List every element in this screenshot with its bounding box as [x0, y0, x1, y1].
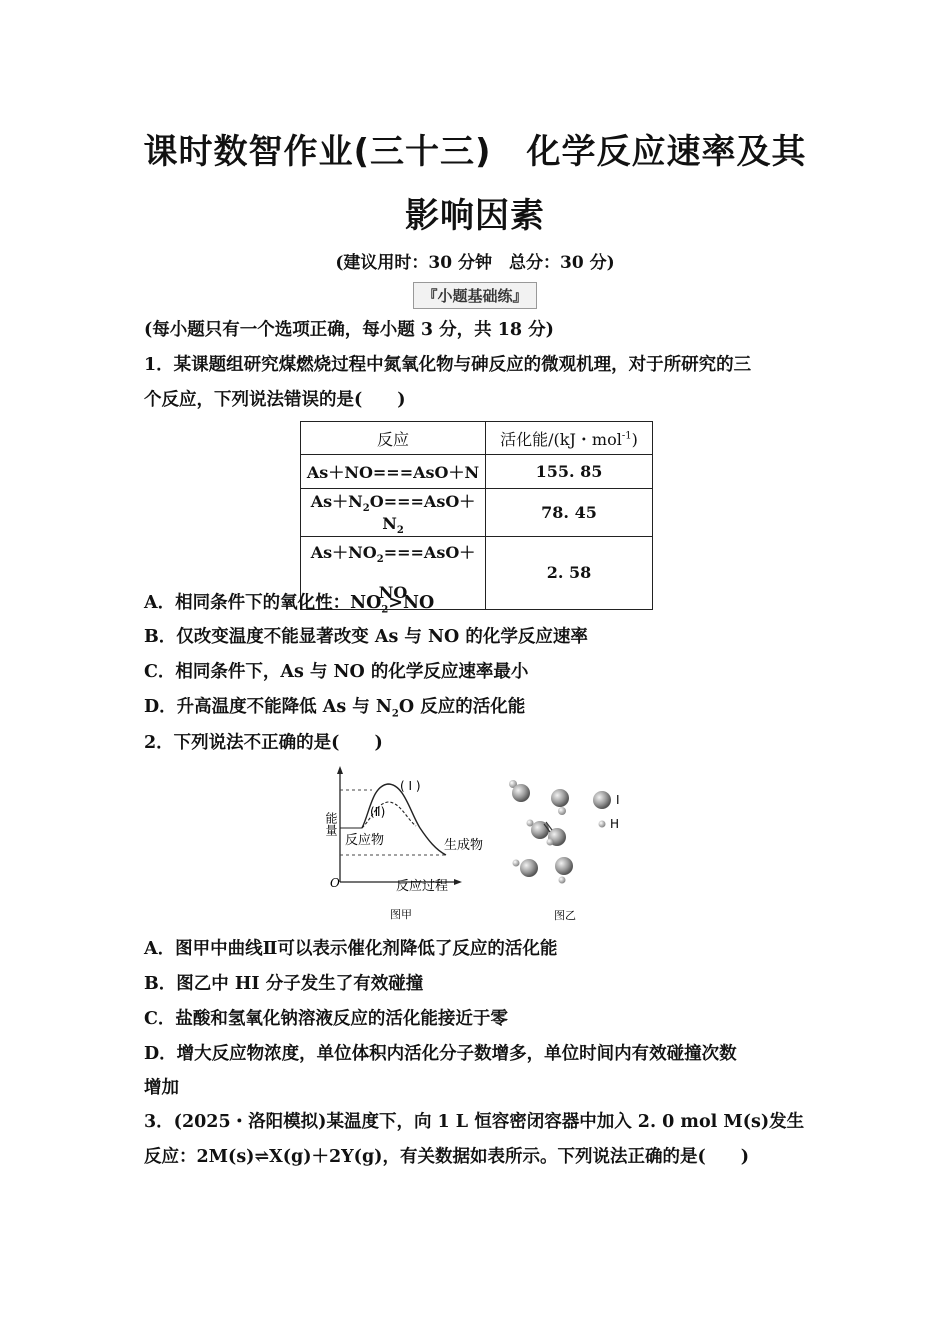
q2-option-b: B．图乙中 HI 分子发生了有效碰撞 [144, 974, 424, 994]
q1-stem-line1: 1．某课题组研究煤燃烧过程中氮氧化物与砷反应的微观机理，对于所研究的三 [144, 355, 752, 375]
reactant-label: 反应物 [345, 833, 385, 848]
q2-option-c: C．盐酸和氢氧化钠溶液反应的活化能接近于零 [144, 1009, 508, 1029]
hydrogen-atom [559, 877, 566, 884]
reaction-table [300, 421, 653, 610]
section-tag: 『小题基础练』 [413, 282, 536, 309]
q1-option-b: B．仅改变温度不能显著改变 As 与 NO 的化学反应速率 [144, 627, 588, 647]
curve-ii-label: (Ⅱ) [370, 805, 386, 819]
table-header-energy: 活化能/(kJ・mol$^{-1}$) [486, 422, 653, 455]
table-cell-reaction: $As+N_2O===AsO+N_2$ [301, 489, 486, 537]
instructions: (每小题只有一个选项正确，每小题 3 分，共 18 分) [144, 320, 554, 340]
iodine-atom [593, 791, 611, 809]
q2-option-d-line2: 增加 [144, 1078, 179, 1098]
table-cell-reaction: $As+NO_2===AsO+$ NO [301, 537, 486, 609]
energy-diagram [324, 766, 483, 921]
q2-figure [300, 762, 660, 927]
hydrogen-atom [547, 839, 554, 846]
table-cell-reaction: As＋NO===AsO＋N [301, 455, 486, 489]
y-axis-label: 能量 [324, 812, 338, 836]
table-cell-energy: 155. 85 [486, 455, 653, 489]
figure-caption-a: 图甲 [390, 908, 412, 921]
q3-stem-line1: 3．(2025・洛阳模拟)某温度下，向 1 L 恒容密闭容器中加入 2. 0 mol M(s)发生 [144, 1112, 805, 1132]
curve-i-label: ( I ) [400, 779, 421, 793]
table-header-reaction: 反应 [301, 422, 486, 455]
legend-hydrogen: H [610, 817, 620, 831]
q1-option-c: C．相同条件下，As 与 NO 的化学反应速率最小 [144, 662, 529, 682]
q1-option-a: A．相同条件下的氧化性：$NO_2>NO$ [144, 593, 435, 616]
time-score-note: (建议用时：30 分钟 总分：30 分) [335, 253, 615, 273]
q3-stem-line2: 反应：2M(s)⇌X(g)＋2Y(g)，有关数据如表所示。下列说法正确的是( ) [144, 1147, 750, 1167]
legend-iodine: I [616, 793, 620, 807]
hydrogen-atom [599, 821, 606, 828]
figure-caption-b: 图乙 [554, 909, 576, 922]
q1-stem-line2: 个反应，下列说法错误的是( ) [144, 390, 406, 410]
origin-label: O [330, 876, 340, 890]
table-cell-energy: 78. 45 [486, 489, 653, 537]
iodine-atom [531, 821, 549, 839]
product-label: 生成物 [444, 838, 484, 853]
iodine-atom [512, 784, 530, 802]
molecule-diagram [509, 780, 620, 922]
section-header [0, 282, 950, 309]
q2-option-d-line1: D．增大反应物浓度，单位体积内活化分子数增多，单位时间内有效碰撞次数 [144, 1044, 737, 1064]
table-cell-energy: 2. 58 [486, 537, 653, 609]
q2-stem: 2．下列说法不正确的是( ) [144, 733, 383, 753]
hydrogen-atom [513, 860, 520, 867]
hydrogen-atom [558, 807, 566, 815]
iodine-atom [551, 789, 569, 807]
iodine-atom [555, 857, 573, 875]
q1-option-d: D．升高温度不能降低 As 与 $N_2O$ 反应的活化能 [144, 697, 526, 720]
iodine-atom [520, 859, 538, 877]
q2-option-a: A．图甲中曲线Ⅱ可以表示催化剂降低了反应的活化能 [144, 939, 558, 959]
x-axis-label: 反应过程 [396, 879, 449, 894]
page-title-line2: 影响因素 [405, 196, 545, 236]
page-title: 课时数智作业(三十三) 化学反应速率及其 [143, 132, 807, 172]
